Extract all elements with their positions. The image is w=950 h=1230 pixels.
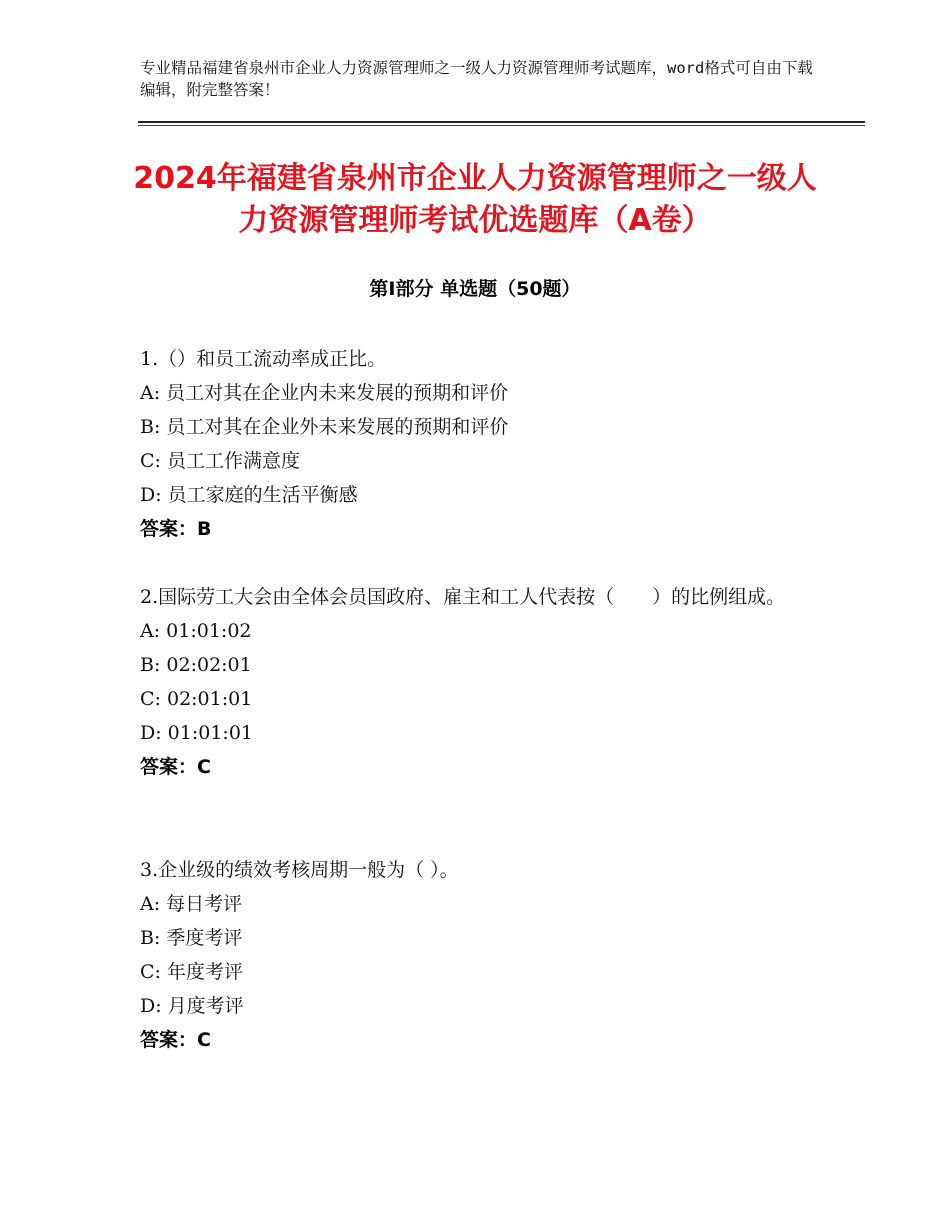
document-title: 2024年福建省泉州市企业人力资源管理师之一级人力资源管理师考试优选题库（A卷） bbox=[133, 161, 817, 238]
question-2 bbox=[140, 580, 820, 784]
question-stem: 2.国际劳工大会由全体会员国政府、雇主和工人代表按（ ）的比例组成。 bbox=[140, 586, 786, 608]
option-b: B: 02:02:01 bbox=[140, 654, 252, 676]
section-heading: 第Ⅰ部分 单选题（50题） bbox=[369, 278, 581, 300]
option-c: C: 02:01:01 bbox=[140, 688, 253, 710]
answer-label: 答案：C bbox=[140, 1029, 211, 1051]
option-b: B: 季度考评 bbox=[140, 927, 243, 949]
header-divider-thin bbox=[138, 125, 865, 126]
option-d: D: 01:01:01 bbox=[140, 722, 254, 744]
option-a: A: 每日考评 bbox=[140, 893, 243, 915]
option-d: D: 员工家庭的生活平衡感 bbox=[140, 484, 358, 506]
answer-label: 答案：B bbox=[140, 518, 212, 540]
option-d: D: 月度考评 bbox=[140, 995, 244, 1017]
option-a: A: 01:01:02 bbox=[140, 620, 252, 642]
answer-label: 答案：C bbox=[140, 756, 211, 778]
intro-text: 专业精品福建省泉州市企业人力资源管理师之一级人力资源管理师考试题库，word格式可自由下载编辑，附完整答案！ bbox=[140, 59, 813, 99]
option-a: A: 员工对其在企业内未来发展的预期和评价 bbox=[140, 382, 509, 404]
question-stem: 3.企业级的绩效考核周期一般为（ ）。 bbox=[140, 859, 459, 881]
question-3 bbox=[140, 853, 820, 1057]
question-1 bbox=[140, 342, 820, 546]
option-c: C: 员工工作满意度 bbox=[140, 450, 300, 472]
header-divider-thick bbox=[138, 121, 865, 123]
option-b: B: 员工对其在企业外未来发展的预期和评价 bbox=[140, 416, 509, 438]
option-c: C: 年度考评 bbox=[140, 961, 243, 983]
question-stem: 1.（）和员工流动率成正比。 bbox=[140, 348, 387, 370]
